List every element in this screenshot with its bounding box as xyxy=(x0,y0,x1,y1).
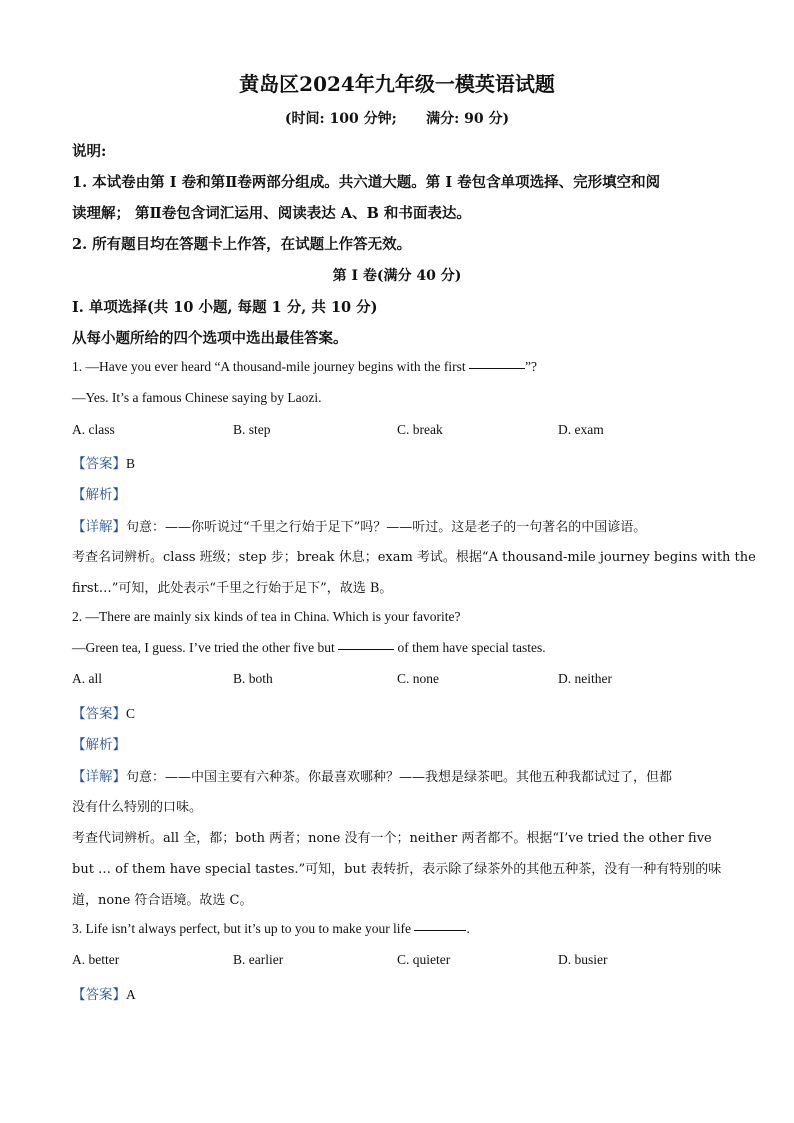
q2-option-a: A. all xyxy=(72,671,102,686)
q1-analysis-tag: 【解析】 xyxy=(72,487,126,503)
q2-response-end: of them have special tastes. xyxy=(394,640,546,655)
q1-detail-3: first…”可知，此处表示“千里之行始于足下”，故选 B。 xyxy=(72,581,393,596)
q1-option-c: C. break xyxy=(397,422,443,437)
q2-stem: 2. —There are mainly six kinds of tea in China. Which is your favorite? xyxy=(72,609,461,624)
q1-detail-2: 考查名词辨析。class 班级；step 步；break 休息；exam 考试。根据“A thousand-mile journey begins with the xyxy=(72,550,756,565)
instruction-1b: 读理解； 第Ⅱ卷包含词汇运用、阅读表达 A、B 和书面表达。 xyxy=(72,205,471,222)
q3-option-a: A. better xyxy=(72,952,120,967)
q1-detail-1 xyxy=(72,515,646,535)
q2-detail-2: 没有什么特别的口味。 xyxy=(72,800,203,815)
q2-detail-1 xyxy=(72,765,672,785)
q1-detail-tag: 【详解】 xyxy=(72,519,126,535)
q2-detail-1-text: 句意：——中国主要有六种茶。你最喜欢哪种？——我想是绿茶吧。其他五种我都试过了，但都 xyxy=(126,770,673,785)
q2-option-d: D. neither xyxy=(558,671,612,686)
q2-detail-tag: 【详解】 xyxy=(72,769,126,785)
q2-option-c: C. none xyxy=(397,671,439,686)
instructions-heading: 说明: xyxy=(72,143,107,160)
q3-answer-value: A xyxy=(126,987,136,1002)
q2-detail-3: 考查代词辨析。all 全，都；both 两者；none 没有一个；neither 两者都不。根据“I’ve tried the other five xyxy=(72,831,712,846)
instruction-1a: 1. 本试卷由第 I 卷和第Ⅱ卷两部分组成。共六道大题。第 I 卷包含单项选择、完形填空和阅 xyxy=(72,174,661,191)
q2-detail-4: but … of them have special tastes.”可知，but 表转折，表示除了绿茶外的其他五种茶，没有一种有特别的味 xyxy=(72,862,722,877)
q2-response-text: —Green tea, I guess. I’ve tried the other five but xyxy=(72,640,339,655)
q1-option-d: D. exam xyxy=(558,422,604,437)
q3-stem-text: 3. Life isn’t always perfect, but it’s up to you to make your life xyxy=(72,921,415,936)
q1-answer xyxy=(72,452,135,472)
q2-blank xyxy=(338,649,394,650)
part1-direction: 从每小题所给的四个选项中选出最佳答案。 xyxy=(72,330,348,347)
q1-answer-tag: 【答案】 xyxy=(72,456,126,472)
part1-heading: I. 单项选择(共 10 小题, 每题 1 分, 共 10 分) xyxy=(72,299,378,316)
exam-title: 黄岛区2024年九年级一模英语试题 xyxy=(239,72,555,96)
q2-option-b: B. both xyxy=(233,671,273,686)
q3-option-b: B. earlier xyxy=(233,952,284,967)
q3-stem xyxy=(72,921,470,937)
q3-option-d: D. busier xyxy=(558,952,608,967)
q3-blank xyxy=(414,930,466,931)
q2-answer-tag: 【答案】 xyxy=(72,706,126,722)
q2-answer-value: C xyxy=(126,706,136,721)
q1-blank xyxy=(469,368,525,369)
q1-option-a: A. class xyxy=(72,422,115,437)
q3-option-c: C. quieter xyxy=(397,952,451,967)
q1-stem-end: ”? xyxy=(525,359,538,374)
q1-stem-text: 1. —Have you ever heard “A thousand-mile journey begins with the first xyxy=(72,359,470,374)
section-title: 第 I 卷(满分 40 分) xyxy=(332,268,462,284)
q1-stem xyxy=(72,359,537,375)
q1-answer-value: B xyxy=(126,456,136,471)
exam-subtitle: (时间: 100 分钟; 满分: 90 分) xyxy=(284,111,510,127)
q2-answer xyxy=(72,702,135,722)
q2-detail-5: 道，none 符合语境。故选 C。 xyxy=(72,893,253,908)
q3-answer-tag: 【答案】 xyxy=(72,987,126,1003)
q3-answer xyxy=(72,983,136,1003)
q1-option-b: B. step xyxy=(233,422,271,437)
q3-stem-end: . xyxy=(466,921,470,936)
q2-response xyxy=(72,640,546,656)
q1-response: —Yes. It’s a famous Chinese saying by Laozi. xyxy=(72,390,322,405)
q1-detail-1-text: 句意：——你听说过“千里之行始于足下”吗？——听过。这是老子的一句著名的中国谚语。 xyxy=(126,520,647,535)
instruction-2: 2. 所有题目均在答题卡上作答，在试题上作答无效。 xyxy=(72,236,412,253)
q2-analysis-tag: 【解析】 xyxy=(72,737,126,753)
